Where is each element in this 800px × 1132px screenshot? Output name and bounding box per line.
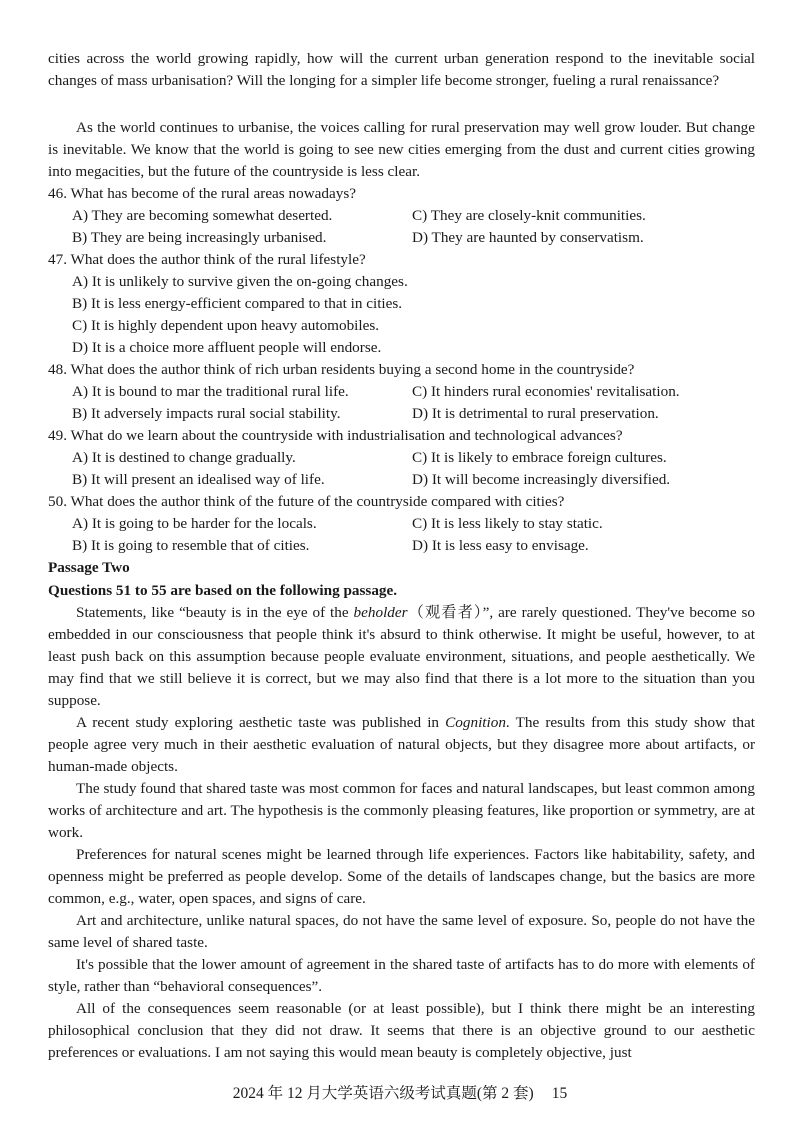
passage-two-heading: Passage Two (48, 559, 130, 576)
question-50-option-d: D) It is less easy to envisage. (412, 537, 589, 554)
page-footer (0, 1083, 800, 1105)
question-48-option-c: C) It hinders rural economies' revitalisation. (412, 383, 680, 400)
question-48-option-d: D) It is detrimental to rural preservation. (412, 405, 659, 422)
question-46-option-a: A) They are becoming somewhat deserted. (72, 207, 333, 224)
question-50-option-b: B) It is going to resemble that of cities. (72, 537, 310, 554)
passage-two-paragraph-7: All of the consequences seem reasonable (or at least possible), but I think there might be an interesting philosophical conclusion that they did not draw. It seems that there is an objective ground to our aesthetic preferences or evaluations. I am not saying this would mean beauty is completely objective, just (48, 1000, 755, 1061)
question-46-stem: 46. What has become of the rural areas nowadays? (48, 185, 356, 202)
question-48-option-b: B) It adversely impacts rural social stability. (72, 405, 341, 422)
question-48-stem: 48. What does the author think of rich urban residents buying a second home in the countryside? (48, 361, 635, 378)
question-50-stem: 50. What does the author think of the future of the countryside compared with cities? (48, 493, 565, 510)
passage-two-paragraph-4: Preferences for natural scenes might be learned through life experiences. Factors like habitability, safety, and openness might be preferred as people develop. Some of the details of landscapes change, but the basics are more common, e.g., water, open spaces, and signs of care. (48, 846, 755, 907)
question-47-option-b: B) It is less energy-efficient compared to that in cities. (72, 295, 403, 312)
question-46-option-d: D) They are haunted by conservatism. (412, 229, 644, 246)
question-49-option-a: A) It is destined to change gradually. (72, 449, 296, 466)
passage-two-paragraph-3: The study found that shared taste was most common for faces and natural landscapes, but least common among works of architecture and art. The hypothesis is the commonly pleasing features, like proportion or symmetry, are at work. (48, 780, 755, 841)
question-49-option-b: B) It will present an idealised way of life. (72, 471, 325, 488)
passage-two-paragraph-5: Art and architecture, unlike natural spaces, do not have the same level of exposure. So, people do not have the same level of shared taste. (48, 912, 755, 951)
passage-one-final-paragraph: As the world continues to urbanise, the voices calling for rural preservation may well grow louder. But change is inevitable. We know that the world is going to see new cities emerging from the dust and current cities growing into megacities, but the future of the countryside is less clear. (48, 119, 755, 180)
question-46-option-c: C) They are closely-knit communities. (412, 207, 646, 224)
passage-one-continuation: cities across the world growing rapidly, how will the current urban generation respond to the inevitable social changes of mass urbanisation? Will the longing for a simpler life become stronger, fueling a rural renaissance? (48, 50, 755, 89)
question-49-stem: 49. What do we learn about the countryside with industrialisation and technological advances? (48, 427, 623, 444)
question-46-option-b: B) They are being increasingly urbanised. (72, 229, 327, 246)
beholder-term: beholder (353, 604, 408, 621)
question-47-option-d: D) It is a choice more affluent people will endorse. (72, 339, 382, 356)
footer-title: 2024 年 12 月大学英语六级考试真题(第 2 套) (232, 1085, 534, 1102)
passage-two-paragraph-2: A recent study exploring aesthetic taste was published in Cognition. The results from this study show that people agree very much in their aesthetic evaluation of natural objects, but they disagree more about artifacts, or human-made objects. (48, 714, 755, 775)
question-49-option-d: D) It will become increasingly diversified. (412, 471, 671, 488)
question-47-stem: 47. What does the author think of the rural lifestyle? (48, 251, 366, 268)
question-47-option-a: A) It is unlikely to survive given the on-going changes. (72, 273, 408, 290)
passage-two-paragraph-1: Statements, like “beauty is in the eye of the beholder（观看者）”, are rarely questioned. They've become so embedded in our consciousness that people think it's absurd to think otherwise. It might be useful, however, to at least push back on this assumption because people evaluate environment, situations, and people aesthetically. We may find that we still believe it is correct, but we may also find that there is a lot more to the situation than you suppose. (48, 604, 756, 709)
page-number: 15 (551, 1085, 568, 1102)
passage-two-instruction: Questions 51 to 55 are based on the following passage. (48, 582, 398, 599)
question-47-option-c: C) It is highly dependent upon heavy automobiles. (72, 317, 380, 334)
question-50-option-a: A) It is going to be harder for the locals. (72, 515, 317, 532)
question-49-option-c: C) It is likely to embrace foreign cultures. (412, 449, 667, 466)
question-48-option-a: A) It is bound to mar the traditional rural life. (72, 383, 349, 400)
passage-two-paragraph-6: It's possible that the lower amount of agreement in the shared taste of artifacts has to do more with elements of style, rather than “behavioral consequences”. (48, 956, 755, 995)
cognition-journal-title: Cognition (445, 714, 506, 731)
question-50-option-c: C) It is less likely to stay static. (412, 515, 603, 532)
